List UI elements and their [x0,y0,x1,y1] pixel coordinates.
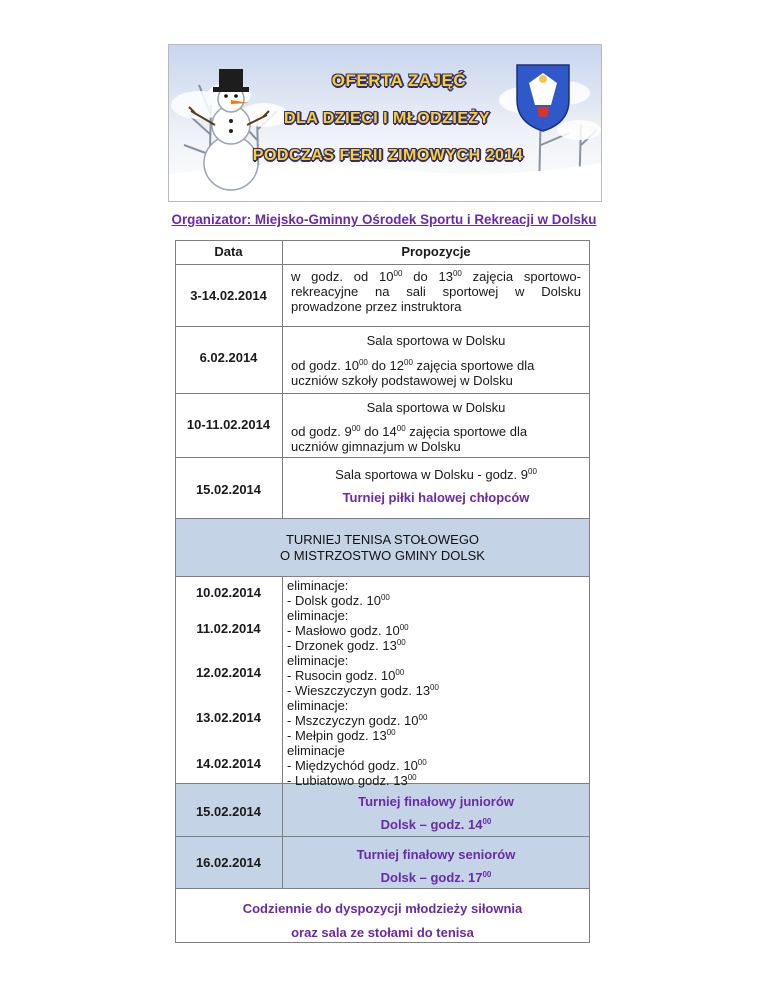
row-venue: Sala sportowa w Dolsku - godz. $9^{00}$ [335,467,537,482]
row-venue: Sala sportowa w Dolsku [366,333,506,348]
final-place: Dolsk – godz. $14^{00}$ [380,817,492,832]
row-date: 15.02.2014 [195,482,262,497]
banner-title-line2: DLA DZIECI I MŁODZIEŻY [284,110,490,127]
final-place: Dolsk – godz. $17^{00}$ [380,870,492,885]
round-details: eliminacje: - Dolsk godz. $10^{00}$ eliminacje: - Masłowo godz. $10^{00}$ - Drzonek godz. $13^{00}$ eliminacje: - Rusocin godz. $10^{00}$ - Wieszczyczyn godz. $13^{00}$ eliminacje: - Mszczyczyn godz. $10^{00}$ - Mełpin godz. $13^{00}$ eliminacje - Międzychód godz. $10^{00}$ - Lubiatowo godz. $13^{00}$ [287,578,439,788]
organizer-heading: Organizator: Miejsko-Gminny Ośrodek Sportu i Rekreacji w Dolsku [171,212,597,227]
column-header-date: Data [214,244,243,259]
coat-of-arms-icon [517,65,569,131]
round-date: 11.02.2014 [196,621,261,636]
schedule-table [175,240,590,943]
banner-title-line3: PODCZAS FERII ZIMOWYCH 2014 [252,147,524,164]
row-venue: Sala sportowa w Dolsku [366,400,506,415]
banner-title-line1: OFERTA ZAJĘĆ [331,71,467,90]
footer-note: Codziennie do dyspozycji młodzieży siłownia oraz sala ze stołami do tenisa [242,901,523,940]
final-date: 15.02.2014 [195,804,262,819]
final-title: Turniej finałowy juniorów [358,794,514,809]
round-date: 14.02.2014 [195,756,262,771]
final-date: 16.02.2014 [195,855,262,870]
column-header-proposals: Propozycje [401,244,471,259]
row-date: 10-11.02.2014 [186,417,271,432]
row-date: 6.02.2014 [199,350,258,365]
row-proposal: w godz. od $10^{00}$ do $13^{00}$ zajęcia sportowo- rekreacyjne na sali sportowej w Dolsku prowadzone przez instruktora [291,269,581,314]
round-date: 10.02.2014 [195,585,262,600]
row-proposal: od godz. $9^{00}$ do $14^{00}$ zajęcia sportowe dla uczniów gimnazjum w Dolsku [291,424,528,454]
round-date: 12.02.2014 [195,665,262,680]
row-date: 3-14.02.2014 [190,288,267,303]
row-proposal: od godz. $10^{00}$ do $12^{00}$ zajęcia sportowe dla uczniów szkoły podstawowej w Dolsku [291,358,535,388]
final-title: Turniej finałowy seniorów [356,847,516,862]
row-event: Turniej piłki halowej chłopców [342,490,530,505]
round-date: 13.02.2014 [195,710,262,725]
header-banner-image [168,44,602,202]
tournament-title: TURNIEJ TENISA STOŁOWEGO O MISTRZOSTWO GMINY DOLSK [280,532,485,563]
